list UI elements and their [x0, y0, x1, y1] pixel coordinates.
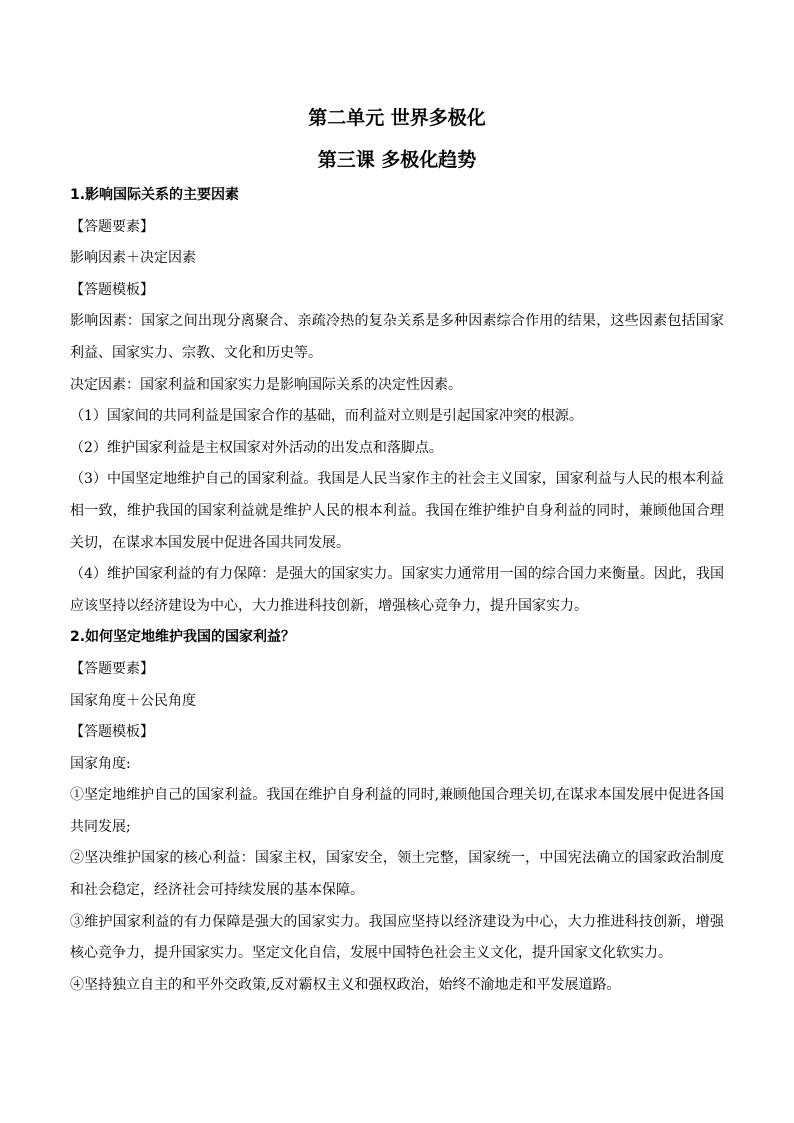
section1-elements-label: 【答题要素】 [70, 218, 154, 235]
section2-sub-label: 国家角度: [70, 755, 131, 772]
lesson-title: 第三课 多极化趋势 [317, 149, 477, 171]
section1-paragraph: （3）中国坚定地维护自己的国家利益。我国是人民当家作主的社会主义国家，国家利益与人民的根本利益相一致，维护我国的国家利益就是维护人民的根本利益。我国在维护维护自身利益的同时，兼顾他国合理关切，在谋求本国发展中促进各国共同发展。 [70, 471, 724, 551]
section2-paragraph: ①坚定地维护自己的国家利益。我国在维护自身利益的同时,兼顾他国合理关切,在谋求本国发展中促进各国共同发展; [70, 787, 724, 835]
section1-paragraph: （1）国家间的共同利益是国家合作的基础，而利益对立则是引起国家冲突的根源。 [70, 408, 583, 425]
section1-paragraph: （4）维护国家利益的有力保障：是强大的国家实力。国家实力通常用一国的综合国力来衡量。因此，我国应该坚持以经济建设为中心，大力推进科技创新，增强核心竞争力，提升国家实力。 [70, 566, 724, 614]
section1-template-label: 【答题模板】 [70, 281, 154, 298]
section1-paragraph: （2）维护国家利益是主权国家对外活动的出发点和落脚点。 [70, 439, 443, 456]
section2-template-label: 【答题模板】 [70, 724, 154, 741]
section2-paragraph: ③维护国家利益的有力保障是强大的国家实力。我国应坚持以经济建设为中心，大力推进科技创新，增强核心竞争力，提升国家实力。坚定文化自信，发展中国特色社会主义文化，提升国家文化软实力。 [70, 913, 724, 962]
section1-paragraph: 决定因素：国家利益和国家实力是影响国际关系的决定性因素。 [70, 376, 462, 393]
section1-paragraph: 影响因素：国家之间出现分离聚合、亲疏冷热的复杂关系是多种因素综合作用的结果，这些因素包括国家利益、国家实力、宗教、文化和历史等。 [70, 313, 724, 361]
section2-elements-text: 国家角度＋公民角度 [70, 692, 196, 709]
document-body [70, 180, 724, 1001]
section2-heading: 2.如何坚定地维护我国的国家利益？ [70, 629, 296, 646]
section1-heading: 1.影响国际关系的主要因素 [70, 187, 240, 203]
unit-title: 第二单元 世界多极化 [308, 107, 486, 129]
section2-elements-label: 【答题要素】 [70, 660, 154, 677]
section1-elements-text: 影响因素＋决定因素 [70, 250, 196, 267]
section2-paragraph: ④坚持独立自主的和平外交政策,反对霸权主义和强权政治，始终不渝地走和平发展道路。 [70, 976, 621, 993]
section2-paragraph: ②坚决维护国家的核心利益：国家主权，国家安全，领土完整，国家统一，中国宪法确立的国家政治制度和社会稳定，经济社会可持续发展的基本保障。 [70, 850, 724, 899]
